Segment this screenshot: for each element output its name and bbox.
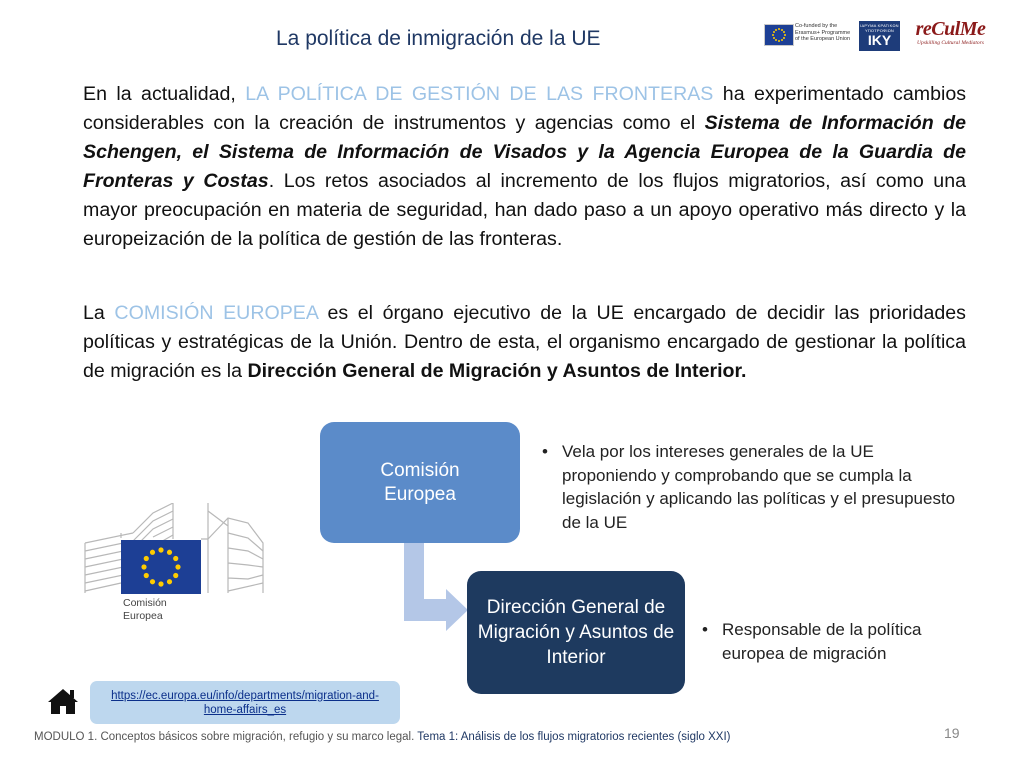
p1-text-1: En la actualidad, xyxy=(83,83,246,105)
dg-home-link-text[interactable]: https://ec.europa.eu/info/departments/migration-and-home-affairs_es xyxy=(111,689,379,716)
eu-star xyxy=(167,550,172,555)
eu-star xyxy=(144,573,149,578)
eu-star xyxy=(778,40,780,42)
eu-star xyxy=(158,581,163,586)
page-title: La política de inmigración de la UE xyxy=(276,27,601,50)
eu-star xyxy=(173,556,178,561)
bullet1-text: Vela por los intereses generales de la UE proponiendo y comprobando que se cumpla la legislación y aplicando las políticas y el presupuesto de la UE xyxy=(562,442,956,532)
home-icon[interactable] xyxy=(47,687,79,715)
eu-star xyxy=(783,37,785,39)
eu-star xyxy=(781,39,783,41)
iky-subtitle: ΙΔΡΥΜΑ ΚΡΑΤΙΚΩΝ ΥΠΟΤΡΟΦΙΩΝ xyxy=(860,23,899,33)
bullet-dot: • xyxy=(702,620,708,639)
bullet-dot: • xyxy=(542,442,548,461)
flow-arrow xyxy=(398,543,470,633)
page-number: 19 xyxy=(944,725,960,741)
p2-text-1: La xyxy=(83,302,115,324)
eu-flag-logo xyxy=(764,24,794,46)
commission-logo-line2: Europea xyxy=(123,610,163,622)
eu-star xyxy=(778,28,780,30)
commission-logo-label xyxy=(123,597,167,623)
p1-text-3: . Los retos asociados al incremento de los flujos migratorios, así como una mayor preocupación en materia de seguridad, han dado paso a un apoyo operativo más directo y la europeización de la política de gestión de las fronteras. xyxy=(83,170,966,250)
p2-bold: Dirección General de Migración y Asuntos de Interior. xyxy=(247,360,747,382)
bullet-dg-role xyxy=(702,618,982,665)
eu-star xyxy=(150,579,155,584)
eu-star xyxy=(158,547,163,552)
dg-home-link[interactable] xyxy=(90,681,400,724)
box2-label: Dirección General de Migración y Asuntos de Interior xyxy=(477,597,675,668)
footer-module: MODULO 1. Conceptos básicos sobre migración, refugio y su marco legal. xyxy=(34,731,418,743)
bullet2-text: Responsable de la política europea de migración xyxy=(722,620,922,663)
reculme-tagline: Upskilling Cultural Mediators xyxy=(917,40,984,46)
eu-star xyxy=(173,573,178,578)
iky-title: IKY xyxy=(867,32,892,48)
paragraph-border-policy xyxy=(83,80,966,254)
eu-star xyxy=(773,31,775,33)
p1-highlight: LA POLÍTICA DE GESTIÓN DE LAS FRONTERAS xyxy=(245,83,714,105)
eu-star xyxy=(775,29,777,31)
box1-label: Comisión Europea xyxy=(380,459,460,505)
eu-star xyxy=(175,564,180,569)
european-commission-box xyxy=(320,422,520,543)
reculme-name: reCulMe xyxy=(915,18,986,40)
p2-text-2: es el órgano ejecutivo de la UE encargado de decidir las prioridades políticas y estratégicas de la Unión. Dentro de esta, el organismo encargado de gestionar la política de migración es la xyxy=(83,302,966,382)
footer-topic: Tema 1: Análisis de los flujos migratorios recientes (siglo XXI) xyxy=(417,731,731,743)
eu-star xyxy=(775,39,777,41)
eu-star xyxy=(772,34,774,36)
eu-star xyxy=(784,34,786,36)
commission-logo-line1: Comisión xyxy=(123,597,167,609)
european-commission-building-logo xyxy=(83,503,268,598)
footer xyxy=(34,731,730,743)
eu-star xyxy=(144,556,149,561)
reculme-logo xyxy=(903,18,998,47)
paragraph-commission xyxy=(83,299,966,386)
dg-home-box xyxy=(467,571,685,694)
eu-star xyxy=(167,579,172,584)
erasmus-cofund-text: Co-funded by the Erasmus+ Programme of the European Union xyxy=(795,23,851,42)
p1-bold-italic: Sistema de Información de Schengen, el Sistema de Información de Visados y la Agencia Europea de la Guardia de Fronteras y Costas xyxy=(83,112,967,192)
p2-highlight: COMISIÓN EUROPEA xyxy=(114,302,318,324)
iky-logo xyxy=(859,21,900,51)
p1-text-2: ha experimentado cambios considerables con la creación de instrumentos y agencias como el xyxy=(83,83,967,134)
eu-star xyxy=(773,37,775,39)
eu-star xyxy=(783,31,785,33)
bullet-commission-role xyxy=(542,440,972,534)
eu-star xyxy=(141,564,146,569)
eu-star xyxy=(150,550,155,555)
